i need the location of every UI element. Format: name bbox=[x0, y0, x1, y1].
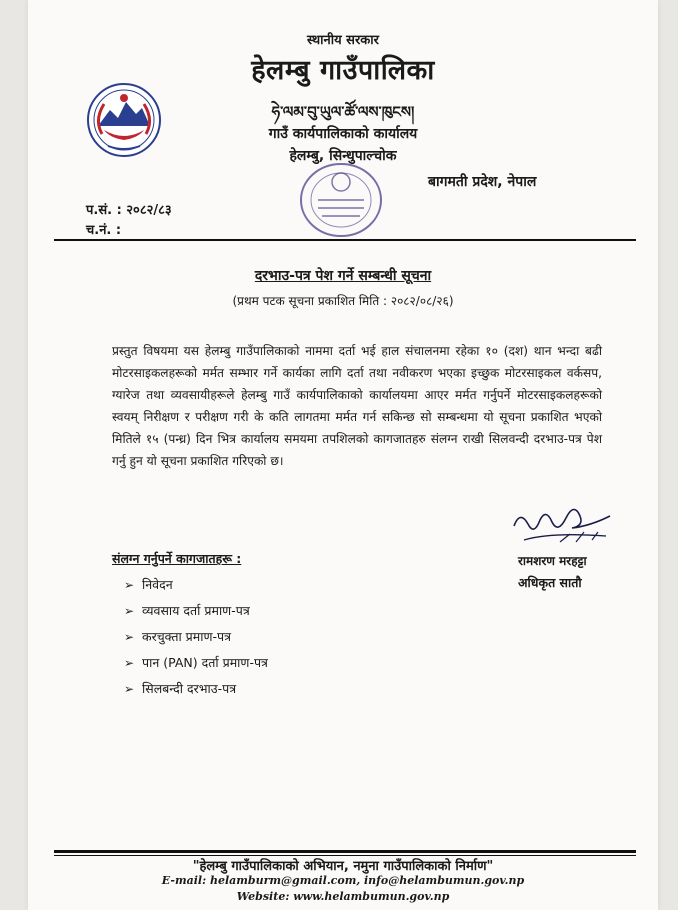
attachment-label: सिलबन्दी दरभाउ-पत्र bbox=[142, 681, 237, 696]
header-divider bbox=[54, 239, 636, 241]
notice-page bbox=[28, 0, 658, 910]
list-item bbox=[124, 572, 268, 598]
office-address: हेलम्बु, सिन्धुपाल्चोक bbox=[289, 148, 397, 164]
arrow-bullet-icon: ➢ bbox=[124, 578, 135, 592]
list-item bbox=[124, 598, 268, 624]
reference-number: प.सं. : २०८२/८३ bbox=[86, 203, 172, 218]
office-stamp bbox=[296, 160, 386, 240]
list-item bbox=[124, 650, 268, 676]
arrow-bullet-icon: ➢ bbox=[124, 604, 135, 618]
arrow-bullet-icon: ➢ bbox=[124, 682, 135, 696]
list-item bbox=[124, 676, 268, 702]
province-label: बागमती प्रदेश, नेपाल bbox=[428, 174, 537, 190]
local-government-label: स्थानीय सरकार bbox=[307, 33, 379, 48]
signature bbox=[510, 496, 620, 548]
municipality-name: हेलम्बु गाउँपालिका bbox=[251, 55, 435, 86]
list-item bbox=[124, 624, 268, 650]
office-name: गाउँ कार्यपालिकाको कार्यालय bbox=[268, 126, 418, 142]
footer-email: E-mail: helamburm@gmail.com, info@helambumun.gov.np bbox=[161, 874, 525, 887]
attachments-heading: संलग्न गर्नुपर्ने कागजातहरू : bbox=[112, 551, 242, 566]
arrow-bullet-icon: ➢ bbox=[124, 656, 135, 670]
attachment-label: करचुक्ता प्रमाण-पत्र bbox=[142, 629, 232, 644]
publish-date: (प्रथम पटक सूचना प्रकाशित मिति : २०८२/०८/२६) bbox=[232, 294, 454, 308]
attachments-list bbox=[124, 572, 268, 702]
notice-subject-text: दरभाउ-पत्र पेश गर्ने सम्बन्धी सूचना bbox=[254, 268, 432, 284]
signatory-title: अधिकृत सातौ bbox=[518, 575, 582, 590]
dispatch-number: च.नं. : bbox=[86, 223, 122, 238]
notice-subject bbox=[28, 266, 658, 285]
signatory-name: रामशरण मरहट्टा bbox=[518, 554, 587, 568]
tibetan-name: ཧེ་ལམ་བུ་ཡུལ་ཚོ་ལས་ཁུངས། bbox=[271, 103, 415, 121]
footer-divider bbox=[54, 850, 636, 853]
attachment-label: व्यवसाय दर्ता प्रमाण-पत्र bbox=[142, 603, 250, 618]
notice-body: प्रस्तुत विषयमा यस हेलम्बु गाउँपालिकाको नाममा दर्ता भई हाल संचालनमा रहेका १० (दश) थान भन्दा बढी मोटरसाइकलहरूको मर्मत सम्भार गर्ने कार्यका लागि दर्ता तथा नवीकरण भएका इच्छुक मोटरसाइकल वर्कसप, ग्यारेज तथा व्यवसायीहरूले हेलम्बु गाउँ कार्यपालिकाको कार्यालयमा आएर मर्मत गर्नुपर्ने मोटरसाइकलहरूको स्वयम् निरीक्षण र परीक्षण गरी के कति लागतमा मर्मत गर्न सकिन्छ सो सम्बन्धमा यो सूचना प्रकाशित भएको मितिले १५ (पन्ध्र) दिन भित्र कार्यालय समयमा तपशिलको कागजातहरु संलग्न राखी सिलवन्दी दरभाउ-पत्र पेश गर्नु हुन यो सूचना प्रकाशित गरिएको छ। bbox=[112, 344, 602, 468]
arrow-bullet-icon: ➢ bbox=[124, 630, 135, 644]
footer-website: Website: www.helambumun.gov.np bbox=[236, 890, 450, 903]
attachment-label: पान (PAN) दर्ता प्रमाण-पत्र bbox=[142, 655, 268, 670]
attachment-label: निवेदन bbox=[142, 577, 173, 592]
footer-motto: "हेलम्बु गाउँपालिकाको अभियान, नमुना गाउँपालिकाको निर्माण" bbox=[192, 859, 494, 874]
